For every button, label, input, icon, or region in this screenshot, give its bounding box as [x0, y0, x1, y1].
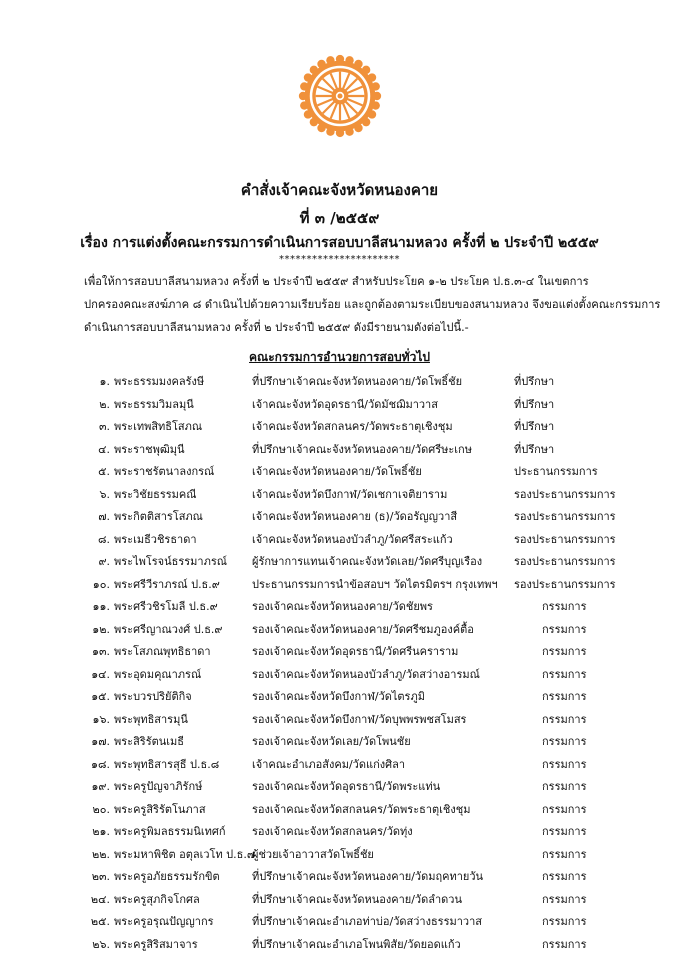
member-number: ๑๑. [92, 600, 110, 613]
member-position: รองเจ้าคณะจังหวัดสกลนคร/วัดพระธาตุเชิงชุม [252, 802, 471, 816]
member-name: พระธรรมวิมลมุนี [114, 397, 194, 411]
member-row [84, 597, 664, 620]
separator-stars: ********************** [279, 254, 400, 265]
member-role: กรรมการ [542, 892, 587, 906]
member-row [84, 417, 664, 440]
member-number: ๒๑. [92, 825, 110, 838]
member-name: พระบวรปริยัติกิจ [114, 690, 192, 703]
member-role: กรรมการ [542, 712, 587, 726]
member-position: รองเจ้าคณะจังหวัดบึงกาฬ/วัดไตรภูมิ [252, 690, 425, 703]
section-heading: คณะกรรมการอำนวยการสอบทั่วไป [249, 350, 430, 364]
member-position: ผู้ช่วยเจ้าอาวาสวัดโพธิ์ชัย [252, 847, 374, 861]
member-row [84, 777, 664, 800]
member-position: รองเจ้าคณะจังหวัดหนองคาย/วัดศรีชมภูองค์ตื้อ [252, 622, 474, 636]
member-role: กรรมการ [542, 667, 587, 681]
member-position: เจ้าคณะจังหวัดบึงกาฬ/วัดเชกาเจติยาราม [252, 487, 448, 501]
member-number: ๒. [99, 397, 110, 411]
member-role: กรรมการ [542, 915, 587, 928]
member-role: ที่ปรึกษา [514, 397, 555, 411]
member-position: ที่ปรึกษาเจ้าคณะจังหวัดหนองคาย/วัดศรีษะเกษ [252, 442, 472, 456]
member-name: พระพุทธิสารมุนี [114, 712, 188, 726]
member-name: พระศรีญาณวงศ์ ป.ธ.๙ [114, 622, 223, 636]
member-row [84, 710, 664, 733]
member-position: รองเจ้าคณะจังหวัดสกลนคร/วัดทุ่ง [252, 825, 413, 838]
member-number: ๑๐. [92, 577, 110, 591]
member-name: พระครูอรุณปัญญากร [114, 915, 214, 928]
member-name: พระราชพุฒิมุนี [114, 442, 185, 456]
member-position: ผู้รักษาการแทนเจ้าคณะจังหวัดเลย/วัดศรีบุญเรือง [252, 555, 483, 568]
member-position: เจ้าคณะจังหวัดอุดรธานี/วัดมัชฌิมาวาส [252, 397, 438, 411]
member-name: พระครูพิมลธรรมนิเทศก์ [114, 825, 226, 838]
member-position: ที่ปรึกษาเจ้าคณะจังหวัดหนองคาย/วัดโพธิ์ชัย [252, 375, 463, 388]
order-number: ที่ ๓ /๒๕๕๙ [299, 209, 380, 227]
member-position: รองเจ้าคณะจังหวัดหนองบัวลำภู/วัดสว่างอารมณ์ [252, 667, 480, 681]
member-role: กรรมการ [542, 937, 587, 951]
member-name: พระครูสิริสมาจาร [114, 937, 198, 951]
member-role: กรรมการ [542, 735, 587, 748]
member-row [84, 507, 664, 530]
member-position: ที่ปรึกษาเจ้าคณะจังหวัดหนองคาย/วัดลำดวน [252, 892, 462, 906]
member-position: เจ้าคณะจังหวัดหนองคาย/วัดโพธิ์ชัย [252, 465, 422, 478]
member-name: พระครูสิริรัตโนภาส [114, 802, 206, 816]
member-row [84, 372, 664, 395]
member-row [84, 935, 664, 958]
member-position: เจ้าคณะจังหวัดหนองบัวลำภู/วัดศรีสระแก้ว [252, 532, 453, 546]
order-subject: เรื่อง การแต่งตั้งคณะกรรมการดำเนินการสอบบาลีสนามหลวง ครั้งที่ ๒ ประจำปี ๒๕๕๙ [80, 235, 599, 251]
member-number: ๑๘. [91, 757, 110, 771]
member-role: รองประธานกรรมการ [514, 532, 616, 546]
member-role: กรรมการ [542, 802, 587, 816]
member-name: พระศรีวชิรโมลี ป.ธ.๙ [114, 600, 218, 613]
member-role: ที่ปรึกษา [514, 420, 555, 433]
member-row [84, 822, 664, 845]
member-role: รองประธานกรรมการ [514, 510, 616, 523]
member-position: ที่ปรึกษาเจ้าคณะอำเภอโพนพิสัย/วัดยอดแก้ว [252, 937, 461, 951]
member-name: พระอุดมคุณาภรณ์ [114, 667, 202, 681]
member-name: พระสิริรัตนเมธี [114, 735, 184, 748]
member-position: เจ้าคณะจังหวัดหนองคาย (ธ)/วัดอรัญญวาสี [252, 510, 458, 523]
dharma-wheel-emblem-icon [298, 54, 382, 138]
member-row [84, 912, 664, 935]
member-number: ๓. [98, 420, 110, 433]
member-position: รองเจ้าคณะจังหวัดอุดรธานี/วัดศรีนคราราม [252, 645, 459, 658]
member-name: พระธรรมมงคลรังษี [114, 375, 205, 388]
member-number: ๑๗. [91, 735, 110, 748]
member-row [84, 665, 664, 688]
member-position: เจ้าคณะจังหวัดสกลนคร/วัดพระธาตุเชิงชุม [252, 420, 453, 433]
order-title: คำสั่งเจ้าคณะจังหวัดหนองคาย [240, 181, 439, 199]
member-role: กรรมการ [542, 622, 587, 636]
preamble-line-1: เพื่อให้การสอบบาลีสนามหลวง ครั้งที่ ๒ ประจำปี ๒๕๕๙ สำหรับประโยค ๑-๒ ประโยค ป.ธ.๓-๔ ในเขตการ [84, 275, 589, 288]
member-number: ๑๖. [92, 712, 110, 726]
member-number: ๒๒. [92, 847, 110, 861]
preamble-line-2: ปกครองคณะสงฆ์ภาค ๘ ดำเนินไปด้วยความเรียบร้อย และถูกต้องตามระเบียบของสนามหลวง จึงขอแต่งตั้งคณะกรรมการ [84, 298, 661, 311]
member-number: ๑๔. [91, 667, 110, 681]
member-number: ๒๓. [91, 870, 110, 883]
member-name: พระเทพสิทธิโสภณ [114, 420, 203, 433]
member-position: รองเจ้าคณะจังหวัดหนองคาย/วัดชัยพร [252, 600, 433, 613]
member-position: ที่ปรึกษาเจ้าคณะจังหวัดหนองคาย/วัดมฤคทายวัน [252, 870, 484, 883]
member-row [84, 867, 664, 890]
member-number: ๘. [98, 532, 110, 546]
member-number: ๗. [98, 510, 110, 523]
member-role: กรรมการ [542, 645, 587, 658]
member-row [84, 462, 664, 485]
member-row [84, 642, 664, 665]
member-row [84, 530, 664, 553]
member-position: ประธานกรรมการนำข้อสอบฯ วัดไตรมิตรฯ กรุงเทพฯ [252, 577, 498, 591]
member-name: พระวิชัยธรรมคณี [114, 487, 197, 501]
member-row [84, 575, 664, 598]
member-name: พระเมธีวชิรธาดา [114, 532, 197, 546]
member-role: ที่ปรึกษา [514, 442, 555, 456]
member-role: ประธานกรรมการ [514, 465, 598, 478]
member-position: รองเจ้าคณะจังหวัดเลย/วัดโพนชัย [252, 735, 411, 748]
member-number: ๑๓. [92, 645, 110, 658]
member-row [84, 395, 664, 418]
member-row [84, 755, 664, 778]
member-number: ๙. [98, 555, 110, 568]
member-row [84, 800, 664, 823]
member-number: ๕. [98, 465, 110, 478]
member-row [84, 485, 664, 508]
member-number: ๒๕. [90, 915, 110, 928]
member-position: ที่ปรึกษาเจ้าคณะอำเภอท่าบ่อ/วัดสว่างธรรมาวาส [252, 915, 482, 928]
preamble-line-3: ดำเนินการสอบบาลีสนามหลวง ครั้งที่ ๒ ประจำปี ๒๕๕๙ ดังมีรายนามดังต่อไปนี้.- [84, 321, 469, 334]
member-position: รองเจ้าคณะจังหวัดอุดรธานี/วัดพระแท่น [252, 780, 441, 793]
member-name: พระกิตติสารโสภณ [114, 510, 203, 523]
member-role: กรรมการ [542, 847, 587, 861]
member-row [84, 552, 664, 575]
member-name: พระพุทธิสารสุธี ป.ธ.๘ [114, 757, 220, 771]
member-row [84, 440, 664, 463]
member-number: ๑๕. [91, 690, 110, 703]
member-role: กรรมการ [542, 757, 587, 771]
member-role: ที่ปรึกษา [514, 375, 555, 388]
member-role: กรรมการ [542, 780, 587, 793]
member-number: ๑๙. [91, 780, 110, 793]
member-name: พระครูอภัยธรรมรักขิต [114, 870, 220, 883]
member-role: รองประธานกรรมการ [514, 555, 616, 568]
member-role: กรรมการ [542, 600, 587, 613]
member-number: ๒๔. [90, 892, 110, 906]
member-name: พระโสภณพุทธิธาดา [114, 645, 211, 658]
member-row [84, 890, 664, 913]
member-number: ๒๐. [92, 802, 110, 816]
member-name: พระราชรัตนาลงกรณ์ [114, 465, 215, 478]
member-number: ๖. [99, 487, 110, 501]
member-name: พระมหาพิชิต อตุลเวโท ป.ธ.๗ [114, 847, 256, 861]
member-position: เจ้าคณะอำเภอสังคม/วัดแก่งศิลา [252, 757, 405, 771]
member-row [84, 620, 664, 643]
member-number: ๔. [98, 442, 110, 456]
member-name: พระศรีวีราภรณ์ ป.ธ.๙ [114, 577, 220, 591]
member-role: กรรมการ [542, 870, 587, 883]
member-name: พระครูสุภกิจโกศล [114, 892, 200, 906]
member-number: ๒๖. [92, 937, 110, 951]
member-name: พระครูปัญจาภิรักษ์ [114, 780, 203, 793]
member-role: กรรมการ [542, 825, 587, 838]
member-role: รองประธานกรรมการ [514, 577, 616, 591]
member-row [84, 687, 664, 710]
member-row [84, 732, 664, 755]
member-number: ๑๒. [92, 622, 110, 636]
member-role: รองประธานกรรมการ [514, 487, 616, 501]
member-role: กรรมการ [542, 690, 587, 703]
member-row [84, 845, 664, 868]
member-position: รองเจ้าคณะจังหวัดบึงกาฬ/วัดบุพพรพชสโมสร [252, 712, 467, 726]
member-name: พระไพโรจน์ธรรมาภรณ์ [114, 555, 227, 568]
member-number: ๑. [99, 375, 110, 388]
member-list [84, 372, 664, 957]
